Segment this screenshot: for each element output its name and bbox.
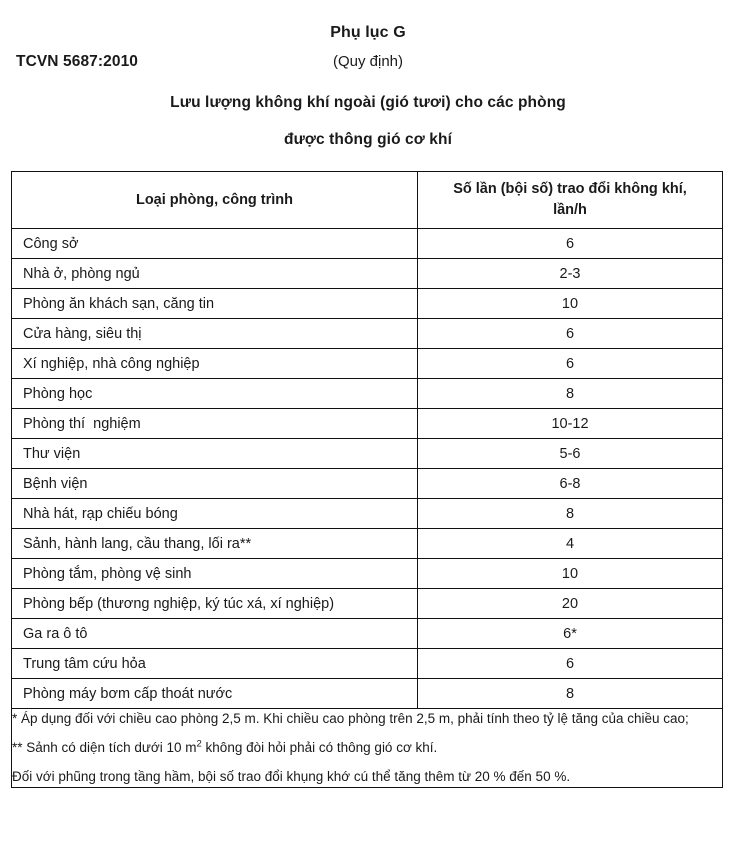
standard-note: (Quy định)	[332, 53, 404, 70]
column-header-air-changes	[418, 172, 723, 229]
footnote-double-asterisk-text-before: ** Sảnh có diện tích dưới 10 m	[12, 740, 197, 755]
cell-room-type: Bệnh viện	[12, 469, 418, 499]
cell-room-type: Phòng tắm, phòng vệ sinh	[12, 559, 418, 589]
cell-air-changes: 6	[418, 229, 723, 259]
table-header	[12, 172, 723, 229]
cell-air-changes: 4	[418, 529, 723, 559]
air-exchange-table	[11, 171, 723, 788]
table-row	[12, 529, 723, 559]
cell-room-type: Phòng máy bơm cấp thoát nước	[12, 679, 418, 709]
table-row	[12, 439, 723, 469]
cell-air-changes: 10	[418, 289, 723, 319]
footnote-double-asterisk	[12, 738, 722, 758]
column-header-room-type: Loại phòng, công trình	[12, 172, 418, 229]
cell-room-type: Trung tâm cứu hỏa	[12, 649, 418, 679]
document-heading	[0, 0, 736, 147]
cell-room-type: Phòng bếp (thương nghiệp, ký túc xá, xí nghiệp)	[12, 589, 418, 619]
table-header-row	[12, 172, 723, 229]
footnote-basement: Đối với phũng trong tầng hầm, bội số trao đổi khụng khớ cú thể tăng thêm từ 20 % đến 50 %.	[12, 769, 571, 784]
notes-cell	[12, 709, 723, 788]
cell-room-type: Nhà ở, phòng ngủ	[12, 259, 418, 289]
table-row	[12, 409, 723, 439]
table-row	[12, 619, 723, 649]
footnote-square-meter-exponent: 2	[196, 738, 202, 750]
cell-room-type: Phòng học	[12, 379, 418, 409]
column-header-air-changes-line-2: lần/h	[553, 202, 587, 218]
cell-air-changes: 20	[418, 589, 723, 619]
cell-room-type: Ga ra ô tô	[12, 619, 418, 649]
cell-air-changes: 6-8	[418, 469, 723, 499]
cell-room-type: Phòng thí nghiệm	[12, 409, 418, 439]
cell-room-type: Công sở	[12, 229, 418, 259]
table-row	[12, 589, 723, 619]
cell-room-type: Sảnh, hành lang, cầu thang, lối ra**	[12, 529, 418, 559]
appendix-title: Phụ lục G	[330, 24, 406, 41]
table-row	[12, 259, 723, 289]
cell-room-type: Thư viện	[12, 439, 418, 469]
table-row	[12, 289, 723, 319]
cell-air-changes: 2-3	[418, 259, 723, 289]
cell-air-changes: 5-6	[418, 439, 723, 469]
table-row	[12, 649, 723, 679]
cell-room-type: Cửa hàng, siêu thị	[12, 319, 418, 349]
cell-air-changes: 10-12	[418, 409, 723, 439]
table-row	[12, 679, 723, 709]
table-body	[12, 229, 723, 709]
cell-air-changes: 10	[418, 559, 723, 589]
table-row	[12, 349, 723, 379]
cell-room-type: Nhà hát, rạp chiếu bóng	[12, 499, 418, 529]
cell-air-changes: 6	[418, 319, 723, 349]
cell-air-changes: 8	[418, 499, 723, 529]
cell-air-changes: 6	[418, 649, 723, 679]
page-title-line-1: Lưu lượng không khí ngoài (gió tươi) cho các phòng	[170, 94, 566, 111]
standard-row	[0, 52, 736, 82]
page-title-line-2: được thông gió cơ khí	[284, 130, 452, 148]
table-row	[12, 499, 723, 529]
air-exchange-table-wrapper	[11, 171, 722, 788]
cell-air-changes: 8	[418, 679, 723, 709]
standard-code: TCVN 5687:2010	[16, 53, 139, 70]
table-row	[12, 229, 723, 259]
cell-room-type: Phòng ăn khách sạn, căng tin	[12, 289, 418, 319]
table-row	[12, 469, 723, 499]
cell-air-changes: 6	[418, 349, 723, 379]
footnote-double-asterisk-text-after: không đòi hỏi phải có thông gió cơ khí.	[201, 740, 438, 755]
cell-room-type: Xí nghiệp, nhà công nghiệp	[12, 349, 418, 379]
cell-air-changes: 8	[418, 379, 723, 409]
column-header-air-changes-line-1: Số lần (bội số) trao đổi không khí,	[453, 181, 687, 197]
table-row	[12, 319, 723, 349]
notes-row	[12, 709, 723, 788]
footnote-asterisk: * Áp dụng đối với chiều cao phòng 2,5 m. Khi chiều cao phòng trên 2,5 m, phải tính theo tỷ lệ tăng của chiều cao;	[12, 711, 689, 726]
cell-air-changes: 6*	[418, 619, 723, 649]
table-row	[12, 559, 723, 589]
table-row	[12, 379, 723, 409]
table-footer	[12, 709, 723, 788]
